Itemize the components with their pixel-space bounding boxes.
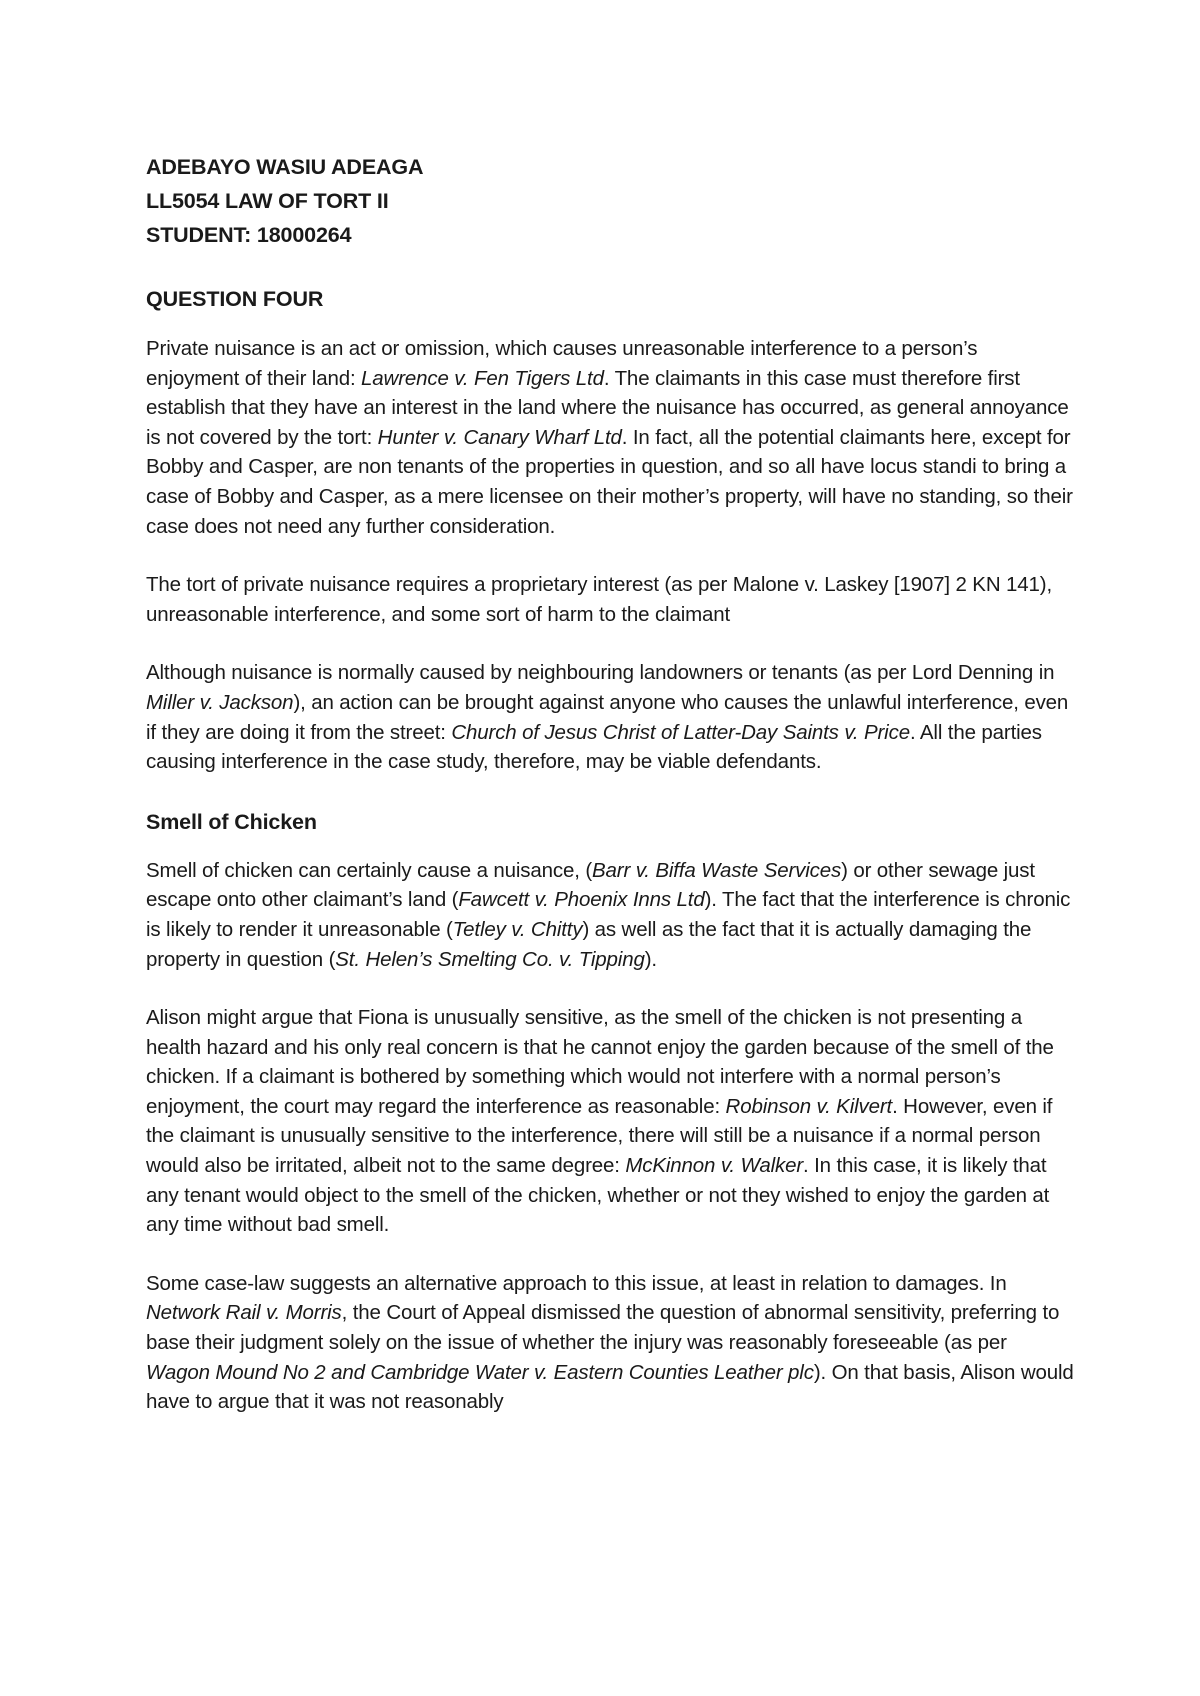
section-heading-smell-of-chicken: Smell of Chicken: [146, 809, 317, 834]
case-citation: Tetley v. Chitty: [452, 917, 583, 941]
text-run: The tort of private nuisance requires a proprietary interest (as per Malone v. Laskey [1907] 2 KN 141), unreasonable interference, and some sort of harm to the claimant: [146, 573, 1052, 626]
text-run: Alison might argue that Fiona is unusually sensitive, as the smell of the chicken is not presenting a health hazard and his only real concern is that he cannot enjoy the garden because of the smell of the chicken. If a claimant is bothered by something which would not interfere with a normal person’s enjoyment, the court may regard the interference as reasonable:: [146, 1006, 1054, 1118]
case-citation: McKinnon v. Walker: [625, 1154, 804, 1178]
text-run: . In this case, it is likely that any tenant would object to the smell of the chicken, whether or not they wished to enjoy the garden at any time without bad smell.: [146, 1154, 1050, 1237]
text-run: ) as well as the fact that it is actually damaging the property in question (: [146, 917, 1032, 971]
paragraph-defendants: [146, 658, 1076, 776]
student-number: STUDENT: 18000264: [146, 223, 352, 247]
text-run: . All the parties causing interference in the case study, therefore, may be viable defendants.: [146, 720, 1042, 774]
paragraph-alternative-approach: [146, 1269, 1076, 1417]
case-citation: Barr v. Biffa Waste Services: [592, 858, 842, 882]
text-run: , the Court of Appeal dismissed the question of abnormal sensitivity, preferring to base their judgment solely on the issue of whether the injury was reasonably foreseeable (as per: [146, 1301, 1060, 1355]
text-run: Smell of chicken can certainly cause a nuisance, (: [146, 858, 593, 882]
text-run: . The claimants in this case must therefore first establish that they have an interest in the land where the nuisance has occurred, as general annoyance is not covered by the tort:: [146, 366, 1069, 449]
text-run: ).: [644, 947, 657, 971]
document-page: [146, 150, 1076, 1446]
text-run: . However, even if the claimant is unusually sensitive to the interference, there will still be a nuisance if a normal person would also be irritated, albeit not to the same degree:: [146, 1094, 1053, 1178]
case-citation: Wagon Mound No 2 and Cambridge Water v. Eastern Counties Leather plc: [146, 1360, 814, 1384]
course-title: LL5054 LAW OF TORT II: [146, 189, 389, 213]
paragraph-unusual-sensitivity: [146, 1003, 1076, 1240]
case-citation: Lawrence v. Fen Tigers Ltd: [361, 366, 604, 390]
text-run: ). On that basis, Alison would have to argue that it was not reasonably: [146, 1360, 1074, 1414]
case-citation: Network Rail v. Morris: [146, 1301, 342, 1325]
text-run: Some case-law suggests an alternative approach to this issue, at least in relation to damages. In: [146, 1271, 1007, 1295]
text-run: ) or other sewage just escape onto other claimant’s land (: [146, 858, 1035, 912]
case-citation: St. Helen’s Smelting Co. v. Tipping: [335, 947, 645, 971]
text-run: . In fact, all the potential claimants here, except for Bobby and Casper, are non tenants of the properties in question, and so all have locus standi to bring a case of Bobby and Casper, as a mere licensee on their mother’s property, will have no standing, so their case does not need any further consideration.: [146, 425, 1073, 538]
author-name: ADEBAYO WASIU ADEAGA: [146, 155, 424, 179]
case-citation: Robinson v. Kilvert: [725, 1094, 893, 1118]
text-run: Although nuisance is normally caused by neighbouring landowners or tenants (as per Lord Denning in: [146, 661, 1055, 685]
paragraph-smell-nuisance: [146, 856, 1076, 974]
paragraph-private-nuisance-definition: [146, 334, 1076, 541]
paragraph-tort-requirements: [146, 570, 1076, 629]
case-citation: Church of Jesus Christ of Latter-Day Saints v. Price: [451, 720, 910, 744]
text-run: Private nuisance is an act or omission, which causes unreasonable interference to a person’s enjoyment of their land:: [146, 337, 978, 390]
case-citation: Hunter v. Canary Wharf Ltd: [377, 425, 622, 449]
text-run: ). The fact that the interference is chronic is likely to render it unreasonable (: [146, 888, 1071, 941]
case-citation: Fawcett v. Phoenix Inns Ltd: [458, 888, 705, 912]
case-citation: Miller v. Jackson: [146, 690, 294, 714]
question-title: QUESTION FOUR: [146, 287, 324, 311]
text-run: ), an action can be brought against anyone who causes the unlawful interference, even if they are doing it from the street:: [146, 690, 1069, 744]
